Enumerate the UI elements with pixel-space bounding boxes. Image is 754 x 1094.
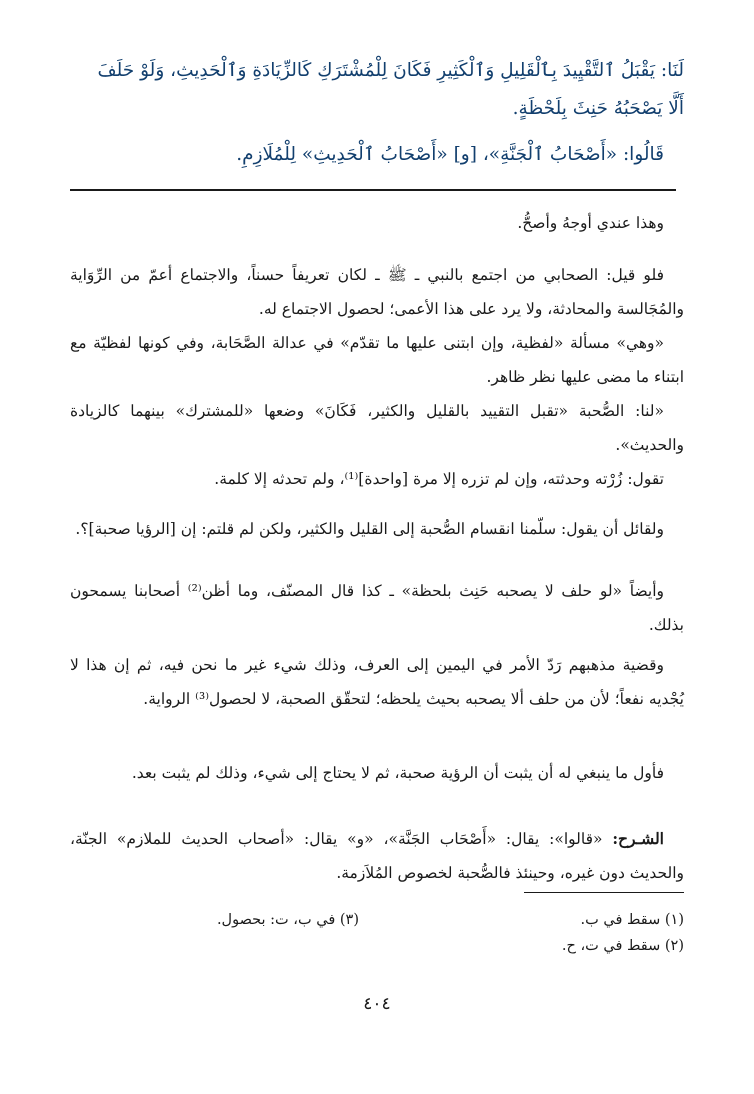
- footnote-rule: [524, 892, 684, 893]
- page-number: ٤٠٤: [363, 994, 391, 1014]
- sharh-text: «قالوا»: يقال: «أَصْحَاب الجَنَّة»، «و» يقال: «أصحاب الحديث للملازم» الجنّة، والحديث دون غيره، وحينئذ فالصُّحبة لخصوص المُلاَزمة.: [70, 830, 684, 882]
- matn-line-2: أَلَّا يَصْحَبُهُ حَنِثَ بِلَحْظَةٍ.: [512, 98, 684, 119]
- commentary-paragraph-6: ولقائل أن يقول: سلّمنا انقسام الصُّحبة إلى القليل والكثير، ولكن لم قلتم: إن [الرؤيا صحبة]؟.: [75, 520, 664, 538]
- footnote-1: (١) سقط في ب.: [580, 912, 684, 928]
- commentary-paragraph-2: فلو قيل: الصحابي من اجتمع بالنبي ـ ﷺ ـ لكان تعريفاً حسناً، والاجتماع أعمّ من الرِّوَاية والمُجَالسة والمحادثة، ولا يرد على هذا الأعمى؛ لحصول الاجتماع له.: [70, 266, 684, 318]
- commentary-paragraph-1: وهذا عندي أوجهُ وأصحُّ.: [517, 214, 664, 232]
- footnote-3: (٣) في ب، ت: بحصول.: [216, 912, 359, 928]
- commentary-paragraph-8: وقضية مذهبهم رَدّ الأمر في اليمين إلى العرف، وذلك شيء غير ما نحن فيه، ثم إن هذا لا يُجْديه نفعاً؛ لأن من حلف ألا يصحبه بحيث يلحظه؛ لتحقّق الصحبة، لا لحصول⁽³⁾ الرواية.: [70, 656, 684, 708]
- matn-line-1: لَنَا: يَقْبَلُ ٱلتَّقْيِيدَ بِٱلْقَلِيلِ وَٱلْكَثِيرِ فَكَانَ لِلْمُشْتَرَكِ كَالزِّيَادَةِ وَٱلْحَدِيثِ، وَلَوْ حَلَفَ: [97, 60, 684, 81]
- commentary-paragraph-4: «لنا: الصُّحبة «تقبل التقييد بالقليل والكثير، فَكَانَ» وضعها «للمشترك» بينهما كالزيادة والحديث».: [70, 402, 684, 454]
- matn-line-3: قَالُوا: «أَصْحَابُ ٱلْجَنَّةِ»، [و] «أَصْحَابُ ٱلْحَدِيثِ» لِلْمُلَازِمِ.: [236, 144, 664, 165]
- separator-rule: [70, 189, 676, 191]
- commentary-paragraph-7: وأيضاً «لو حلف لا يصحبه حَنِث بلحظة» ـ كذا قال المصنّف، وما أظن⁽²⁾ أصحابنا يسمحون بذلك.: [70, 582, 684, 634]
- commentary-paragraph-5: تقول: زُرْته وحدثته، وإن لم تزره إلا مرة [واحدة]⁽¹⁾، ولم تحدثه إلا كلمة.: [214, 470, 664, 488]
- commentary-paragraph-3: «وهي» مسألة «لفظية، وإن ابتنى عليها ما تقدّم» في عدالة الصَّحَابة، وفي كونها لفظيّة مع ابتناء ما مضى عليها نظر ظاهر.: [70, 334, 684, 386]
- commentary-paragraph-10: [70, 822, 684, 890]
- commentary-paragraph-9: فأول ما ينبغي له أن يثبت أن الرؤية صحبة، ثم لا يحتاج إلى شيء، وذلك لم يثبت بعد.: [131, 764, 664, 782]
- footnote-2: (٢) سقط في ت، ح.: [561, 938, 684, 954]
- sharh-label: الشـرح:: [612, 829, 664, 848]
